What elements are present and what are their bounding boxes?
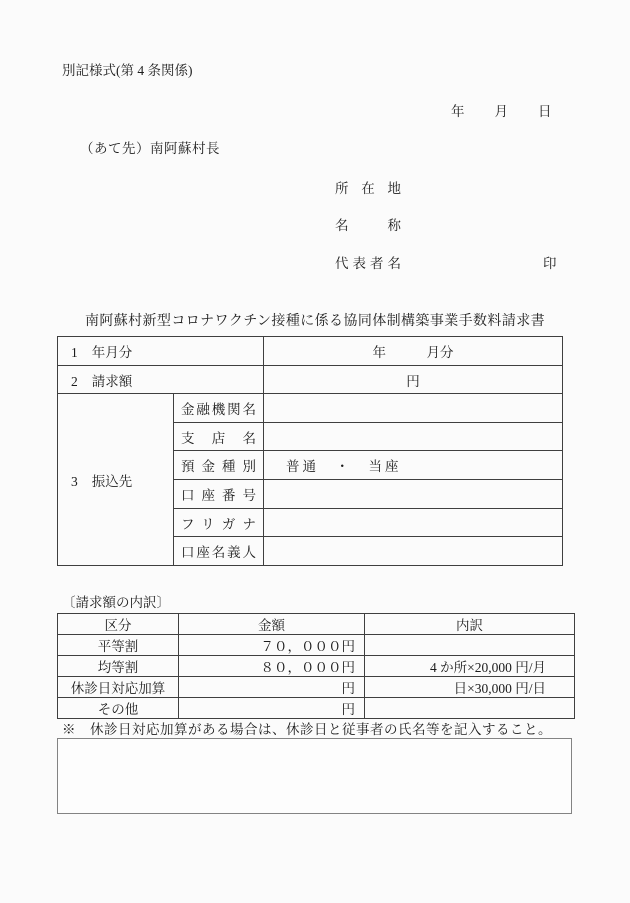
furigana-label: フリガナ (174, 508, 264, 537)
row-label: 請求額 (91, 373, 133, 389)
bank-name-value-cell (264, 394, 563, 423)
row-year-month-label (58, 337, 264, 366)
amount-cell: 円 (179, 698, 365, 719)
account-number-value-cell (264, 480, 563, 509)
furigana-value-cell (264, 508, 563, 537)
detail-cell: 4 か所×20,000 円/月 (365, 656, 575, 677)
table-row (58, 337, 563, 366)
sender-address-label: 所在地 (335, 181, 401, 196)
breakdown-section-title: 〔請求額の内訳〕 (62, 595, 170, 610)
footnote: ※ 休診日対応加算がある場合は、休診日と従事者の氏名等を記入すること。 (62, 722, 552, 737)
request-table (57, 336, 563, 566)
amount-cell: 円 (179, 677, 365, 698)
sender-name-label: 名称 (335, 218, 401, 233)
seal-mark: 印 (543, 256, 557, 271)
column-header-detail: 内訳 (365, 614, 575, 635)
column-header-amount: 金額 (179, 614, 365, 635)
row-transfer-label (58, 394, 174, 566)
year-month-value-cell: 年 月分 (264, 337, 563, 366)
breakdown-table (57, 613, 575, 719)
account-number-label: 口座番号 (174, 480, 264, 509)
row-number: 3 (71, 473, 78, 489)
billed-amount-value-cell: 円 (264, 366, 563, 394)
form-style-reference: 別記様式(第 4 条関係) (62, 63, 193, 78)
category-cell: その他 (58, 698, 179, 719)
table-row (58, 698, 575, 719)
detail-cell (365, 635, 575, 656)
table-header-row (58, 614, 575, 635)
account-holder-label: 口座名義人 (174, 537, 264, 566)
branch-name-label: 支店名 (174, 422, 264, 451)
row-label: 年月分 (91, 345, 133, 360)
sender-representative-label: 代表者名 (335, 256, 401, 271)
amount-cell: ８０，０００円 (179, 656, 365, 677)
detail-cell: 日×30,000 円/日 (365, 677, 575, 698)
remarks-box (57, 738, 572, 814)
column-header-category: 区分 (58, 614, 179, 635)
addressee-line: （あて先）南阿蘇村長 (80, 141, 220, 156)
row-label: 振込先 (91, 473, 133, 489)
detail-cell (365, 698, 575, 719)
row-billed-amount-label (58, 366, 264, 394)
table-row (58, 656, 575, 677)
table-row (58, 635, 575, 656)
table-row (58, 366, 563, 394)
amount-cell: ７０，０００円 (179, 635, 365, 656)
category-cell: 休診日対応加算 (58, 677, 179, 698)
bank-name-label: 金融機関名 (174, 394, 264, 423)
category-cell: 平等割 (58, 635, 179, 656)
table-row (58, 677, 575, 698)
account-holder-value-cell (264, 537, 563, 566)
table-row (58, 394, 563, 423)
row-number: 1 (71, 345, 78, 360)
deposit-type-value-cell: 普通 ・ 当座 (264, 451, 563, 480)
deposit-type-label: 預金種別 (174, 451, 264, 480)
row-number: 2 (71, 373, 78, 389)
category-cell: 均等割 (58, 656, 179, 677)
branch-name-value-cell (264, 422, 563, 451)
document-title: 南阿蘇村新型コロナワクチン接種に係る協同体制構築事業手数料請求書 (84, 314, 546, 329)
date-line: 年 月 日 (451, 104, 553, 119)
